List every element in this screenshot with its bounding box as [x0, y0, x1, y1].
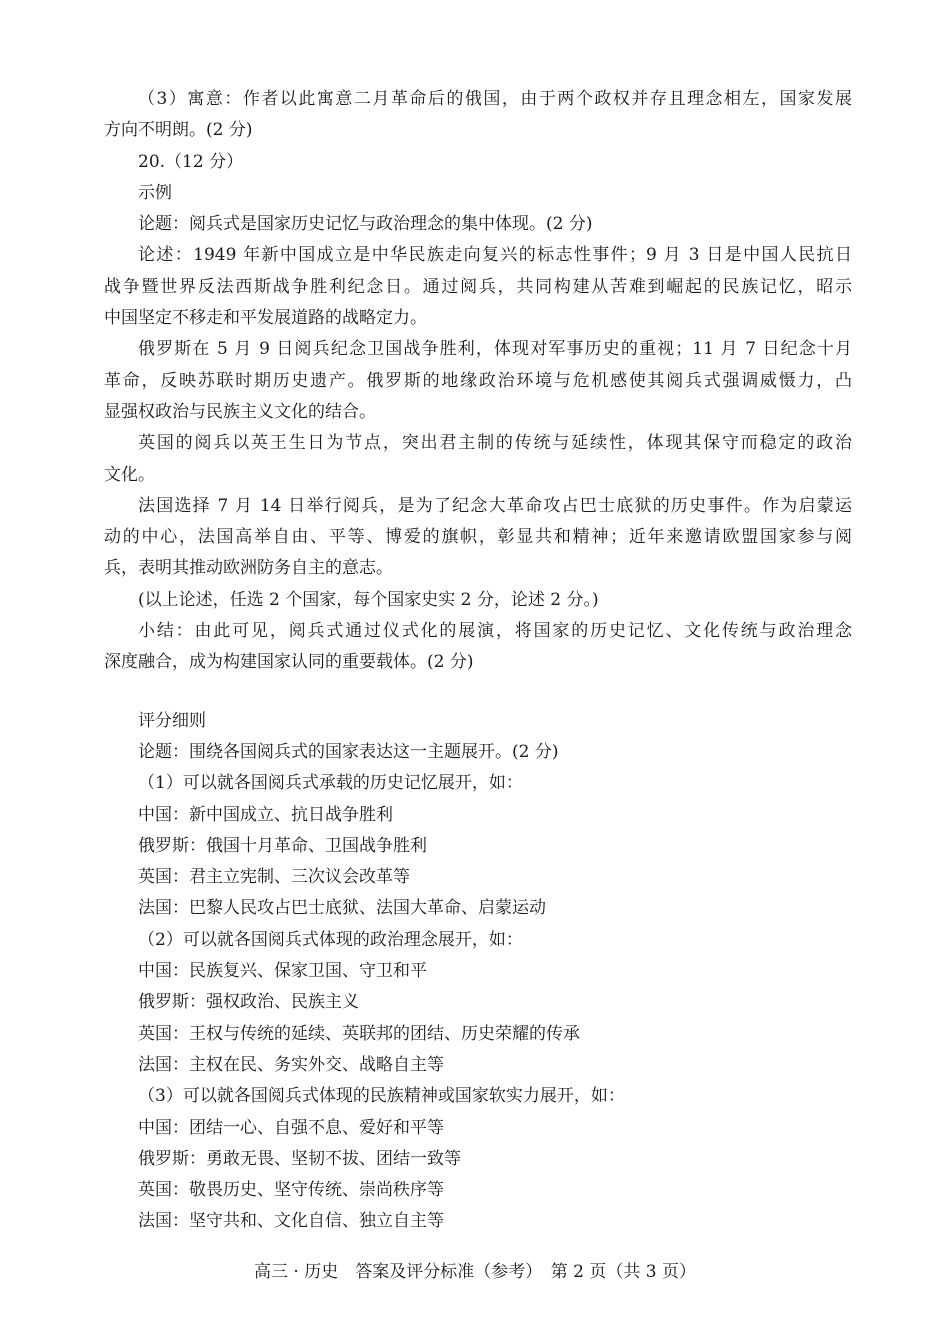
q19-part3-line-2: 方向不明朗。(2 分)	[104, 120, 253, 141]
russia-paragraph-line-1: 俄罗斯在 5 月 9 日阅兵纪念卫国战争胜利，体现对军事历史的重视；11 月 7 日纪念十月	[138, 339, 852, 360]
china-paragraph-line-2: 战争暨世界反法西斯战争胜利纪念日。通过阅兵，共同构建从苦难到崛起的民族记忆，昭示	[104, 276, 852, 297]
france-paragraph-line-2: 动的中心，法国高举自由、平等、博爱的旗帜，彰显共和精神；近年来邀请欧盟国家参与阅	[104, 527, 852, 548]
rubric-section-2-item: 中国：民族复兴、保家卫国、守卫和平	[138, 961, 427, 982]
q20-thesis: 论题：阅兵式是国家历史记忆与政治理念的集中体现。(2 分)	[138, 214, 593, 235]
rubric-section-2-heading: （2）可以就各国阅兵式体现的政治理念展开，如：	[138, 929, 523, 950]
russia-paragraph-line-3: 显强权政治与民族主义文化的结合。	[104, 401, 376, 422]
q19-part3-line-1: （3）寓意：作者以此寓意二月革命后的俄国，由于两个政权并存且理念相左，国家发展	[138, 89, 852, 109]
rubric-title: 评分细则	[138, 710, 206, 731]
france-paragraph-line-1: 法国选择 7 月 14 日举行阅兵，是为了纪念大革命攻占巴士底狱的历史事件。作为启蒙运	[138, 495, 852, 516]
rubric-section-2-item: 英国：王权与传统的延续、英联邦的团结、历史荣耀的传承	[138, 1023, 580, 1044]
rubric-thesis: 论题：围绕各国阅兵式的国家表达这一主题展开。(2 分)	[138, 741, 559, 762]
rubric-section-3-item: 中国：团结一心、自强不息、爱好和平等	[138, 1117, 444, 1138]
rubric-section-1-item: 英国：君主立宪制、三次议会改革等	[138, 867, 410, 888]
rubric-section-2-item: 俄罗斯：强权政治、民族主义	[138, 992, 359, 1013]
britain-paragraph-line-2: 文化。	[104, 464, 155, 485]
conclusion-line-2: 深度融合，成为构建国家认同的重要载体。(2 分)	[104, 652, 474, 673]
china-paragraph-line-1: 论述：1949 年新中国成立是中华民族走向复兴的标志性事件；9 月 3 日是中国人民抗日	[138, 245, 852, 266]
russia-paragraph-line-2: 革命，反映苏联时期历史遗产。俄罗斯的地缘政治环境与危机感使其阅兵式强调威慑力，凸	[104, 370, 852, 391]
page-footer: 高三 · 历史 答案及评分标准（参考） 第 2 页（共 3 页）	[254, 1262, 696, 1282]
q20-heading: 20.（12 分）	[138, 151, 244, 172]
rubric-section-2-item: 法国：主权在民、务实外交、战略自主等	[138, 1054, 444, 1075]
britain-paragraph-line-1: 英国的阅兵以英王生日为节点，突出君主制的传统与延续性，体现其保守而稳定的政治	[138, 433, 852, 454]
rubric-section-1-heading: （1）可以就各国阅兵式承载的历史记忆展开，如：	[138, 773, 523, 794]
conclusion-line-1: 小结：由此可见，阅兵式通过仪式化的展演，将国家的历史记忆、文化传统与政治理念	[138, 621, 852, 642]
rubric-section-3-item: 英国：敬畏历史、坚守传统、崇尚秩序等	[138, 1180, 444, 1201]
china-paragraph-line-3: 中国坚定不移走和平发展道路的战略定力。	[104, 308, 427, 329]
rubric-section-1-item: 中国：新中国成立、抗日战争胜利	[138, 804, 393, 825]
example-label: 示例	[138, 182, 172, 203]
rubric-section-1-item: 法国：巴黎人民攻占巴士底狱、法国大革命、启蒙运动	[138, 898, 546, 919]
answer-content	[104, 84, 852, 1238]
rubric-section-1-item: 俄罗斯：俄国十月革命、卫国战争胜利	[138, 835, 427, 856]
section-gap	[104, 679, 852, 706]
scoring-note: (以上论述，任选 2 个国家，每个国家史实 2 分，论述 2 分。)	[138, 589, 599, 610]
france-paragraph-line-3: 兵，表明其推动欧洲防务自主的意志。	[104, 558, 393, 579]
rubric-section-3-item: 俄罗斯：勇敢无畏、坚韧不拔、团结一致等	[138, 1148, 461, 1169]
rubric-section-3-heading: （3）可以就各国阅兵式体现的民族精神或国家软实力展开，如：	[138, 1086, 625, 1107]
rubric-section-3-item: 法国：坚守共和、文化自信、独立自主等	[138, 1211, 444, 1232]
